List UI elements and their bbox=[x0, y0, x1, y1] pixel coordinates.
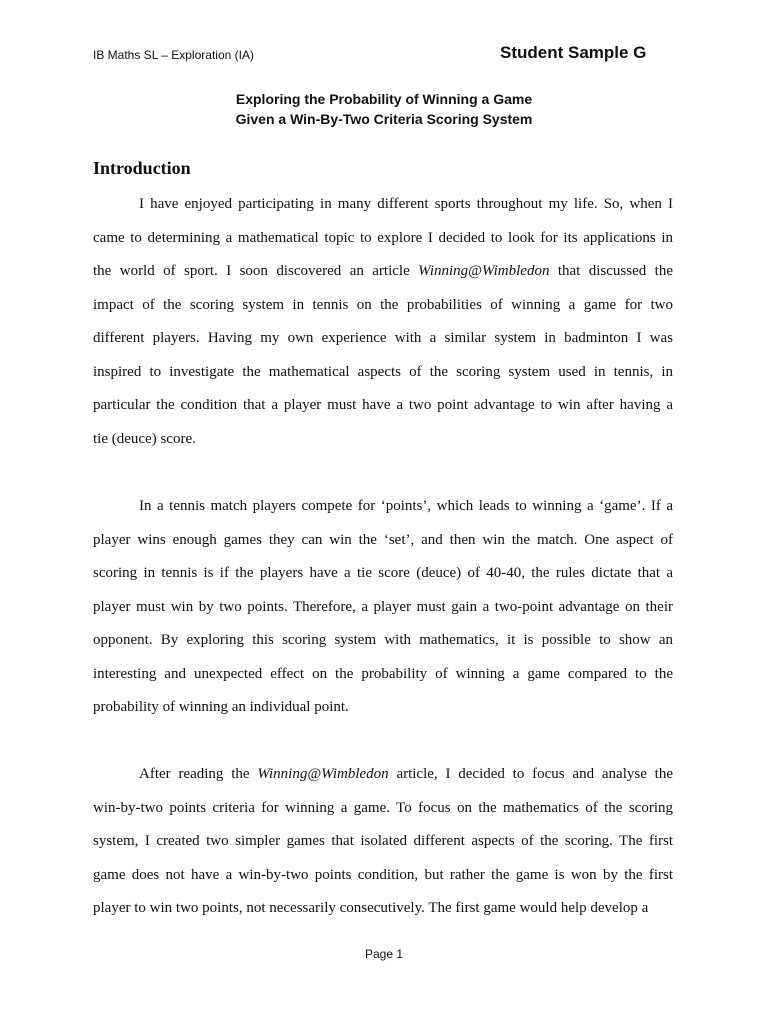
article-title: Winning@Wimbledon bbox=[257, 766, 389, 782]
paragraph-line: player to win two points, not necessarily consecutively. The first game would help develop a bbox=[93, 900, 649, 916]
paragraph-line: In a tennis match players compete for ‘points’, which leads to winning a ‘game’. If a bbox=[139, 498, 673, 514]
page-number: Page 1 bbox=[364, 947, 404, 961]
paragraph-1 bbox=[93, 188, 673, 456]
paragraph-line: system, I created two simpler games that isolated different aspects of the scoring. The first bbox=[93, 833, 673, 849]
paragraph-line: game does not have a win-by-two points condition, but rather the game is won by the first bbox=[93, 866, 673, 883]
section-heading-introduction: Introduction bbox=[93, 158, 191, 178]
paragraph-line: different players. Having my own experience with a similar system in badminton I was bbox=[93, 330, 673, 346]
line-text: article, I decided to focus and analyse the bbox=[388, 766, 673, 782]
paragraph-line: impact of the scoring system in tennis on the probabilities of winning a game for two bbox=[93, 296, 673, 313]
paragraph-line bbox=[93, 758, 673, 792]
paragraph-line bbox=[93, 255, 673, 289]
document-title bbox=[0, 90, 768, 129]
line-text: After reading the bbox=[139, 766, 258, 782]
paragraph-line: win-by-two points criteria for winning a game. To focus on the mathematics of the scoring bbox=[93, 799, 673, 816]
paragraph-line: inspired to investigate the mathematical aspects of the scoring system used in tennis, in bbox=[93, 363, 673, 380]
paragraph-3 bbox=[93, 758, 673, 926]
paragraph-line: player wins enough games they can win the ‘set’, and then win the match. One aspect of bbox=[93, 531, 673, 548]
paragraph-line: probability of winning an individual point. bbox=[93, 699, 349, 715]
line-text: the world of sport. I soon discovered an article bbox=[93, 263, 419, 279]
paragraph-2 bbox=[93, 490, 673, 725]
running-header-right: Student Sample G bbox=[500, 43, 647, 62]
paragraph-line: came to determining a mathematical topic to explore I decided to look for its applications in bbox=[93, 229, 673, 246]
paragraph-line: opponent. By exploring this scoring system with mathematics, it is possible to show an bbox=[93, 632, 673, 648]
paragraph-line: particular the condition that a player must have a two point advantage to win after having a bbox=[93, 397, 673, 413]
paragraph-line: scoring in tennis is if the players have a tie score (deuce) of 40-40, the rules dictate that a bbox=[93, 565, 673, 581]
paragraph-line: I have enjoyed participating in many different sports throughout my life. So, when I bbox=[139, 196, 673, 212]
running-header-left: IB Maths SL – Exploration (IA) bbox=[93, 48, 254, 62]
line-text: that discussed the bbox=[549, 263, 673, 279]
paragraph-line: tie (deuce) score. bbox=[93, 430, 196, 447]
title-line-2: Given a Win-By-Two Criteria Scoring System bbox=[235, 110, 533, 127]
paragraph-line: player must win by two points. Therefore, a player must gain a two-point advantage on their bbox=[93, 598, 673, 615]
paragraph-line: interesting and unexpected effect on the probability of winning a game compared to the bbox=[93, 665, 673, 682]
article-title: Winning@Wimbledon bbox=[418, 263, 550, 279]
title-line-1: Exploring the Probability of Winning a Game bbox=[235, 91, 533, 107]
